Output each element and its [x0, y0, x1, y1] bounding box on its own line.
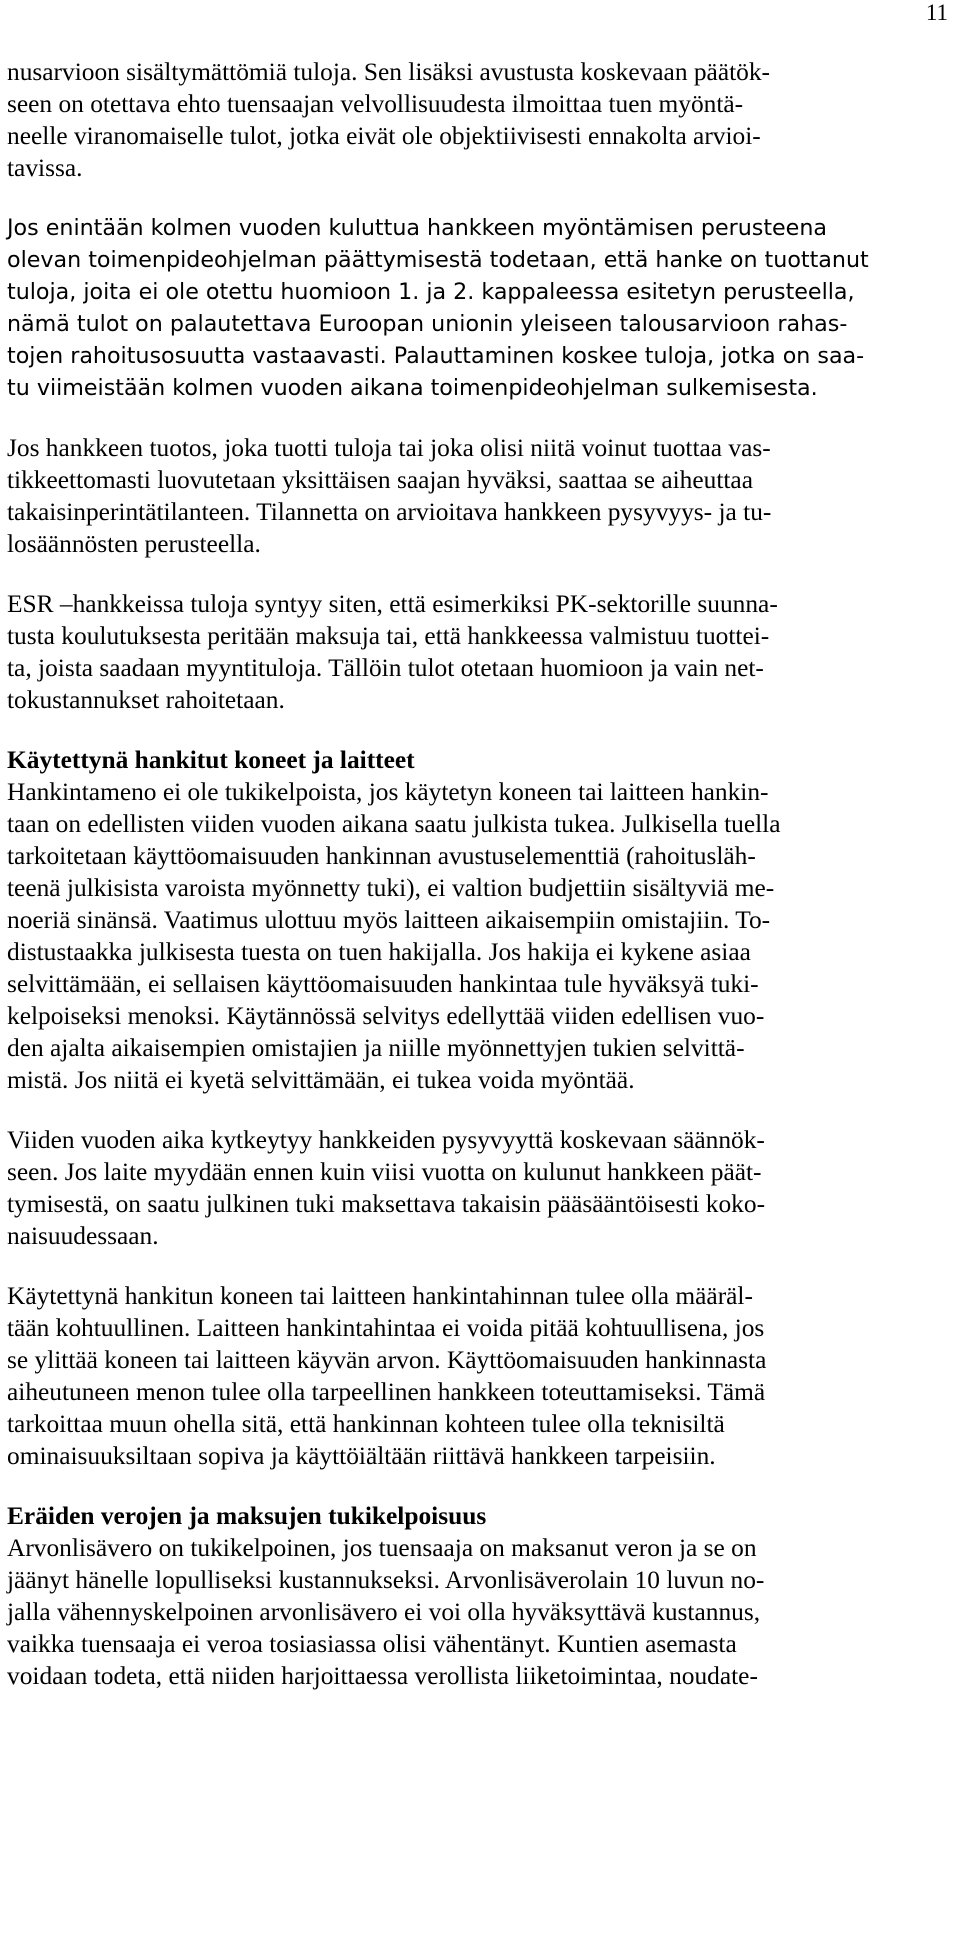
text-line: kelpoiseksi menoksi. Käytännössä selvitys edellyttää viiden edellisen vuo-: [7, 1002, 765, 1030]
text-line: tu viimeistään kolmen vuoden aikana toimenpideohjelman sulkemisesta.: [7, 375, 818, 401]
text-line: tään kohtuullinen. Laitteen hankintahintaa ei voida pitää kohtuullisena, jos: [7, 1314, 765, 1342]
text-line: mistä. Jos niitä ei kyetä selvittämään, ei tukea voida myöntää.: [7, 1066, 635, 1094]
section-taxes-fees: [7, 1500, 937, 1692]
text-line: tusta koulutuksesta peritään maksuja tai, että hankkeessa valmistuu tuottei-: [7, 622, 770, 650]
text-line: ta, joista saadaan myyntituloja. Tällöin tulot otetaan huomioon ja vain net-: [7, 654, 764, 682]
paragraph-output-transfer: [7, 432, 937, 560]
text-line: Hankintameno ei ole tukikelpoista, jos käytetyn koneen tai laitteen hankin-: [7, 778, 769, 806]
text-line: se ylittää koneen tai laitteen käyvän arvon. Käyttöomaisuuden hankinnasta: [7, 1346, 767, 1374]
text-line: jäänyt hänelle lopulliseksi kustannukseksi. Arvonlisäverolain 10 luvun no-: [7, 1566, 765, 1594]
section-heading: Eräiden verojen ja maksujen tukikelpoisuus: [7, 1502, 487, 1530]
text-line: neelle viranomaiselle tulot, jotka eivät ole objektiivisesti ennakolta arvioi-: [7, 122, 761, 150]
text-line: Arvonlisävero on tukikelpoinen, jos tuensaaja on maksanut veron ja se on: [7, 1534, 757, 1562]
text-line: distustaakka julkisesta tuesta on tuen hakijalla. Jos hakija ei kykene asiaa: [7, 938, 751, 966]
text-line: ominaisuuksiltaan sopiva ja käyttöiältään riittävä hankkeen tarpeisiin.: [7, 1442, 716, 1470]
text-line: Jos enintään kolmen vuoden kuluttua hankkeen myöntämisen perusteena: [7, 215, 827, 241]
text-line: aiheutuneen menon tulee olla tarpeellinen hankkeen toteuttamiseksi. Tämä: [7, 1378, 766, 1406]
paragraph-revenue-return: [7, 212, 937, 404]
section-used-machinery: [7, 744, 937, 1096]
text-line: nusarvioon sisältymättömiä tuloja. Sen lisäksi avustusta koskevaan päätök-: [7, 58, 770, 86]
text-line: losäännösten perusteella.: [7, 530, 261, 558]
text-line: jalla vähennyskelpoinen arvonlisävero ei voi olla hyväksyttävä kustannus,: [7, 1598, 761, 1626]
text-line: seen on otettava ehto tuensaajan velvollisuudesta ilmoittaa tuen myöntä-: [7, 90, 744, 118]
text-line: den ajalta aikaisempien omistajien ja niille myönnettyjen tukien selvittä-: [7, 1034, 745, 1062]
text-line: Käytettynä hankitun koneen tai laitteen hankintahinnan tulee olla määräl-: [7, 1282, 753, 1310]
text-line: nämä tulot on palautettava Euroopan unionin yleiseen talousarvioon rahas-: [7, 311, 848, 337]
text-line: taan on edellisten viiden vuoden aikana saatu julkista tukea. Julkisella tuella: [7, 810, 781, 838]
text-line: ESR –hankkeissa tuloja syntyy siten, että esimerkiksi PK-sektorille suunna-: [7, 590, 778, 618]
text-line: tokustannukset rahoitetaan.: [7, 686, 285, 714]
text-line: tymisestä, on saatu julkinen tuki maksettava takaisin pääsääntöisesti koko-: [7, 1190, 766, 1218]
page-number: 11: [925, 0, 948, 25]
text-line: noeriä sinänsä. Vaatimus ulottuu myös laitteen aikaisempiin omistajiin. To-: [7, 906, 771, 934]
text-line: olevan toimenpideohjelman päättymisestä todetaan, että hanke on tuottanut: [7, 247, 869, 273]
document-body: [7, 56, 937, 1692]
text-line: teenä julkisista varoista myönnetty tuki), ei valtion budjettiin sisältyviä me-: [7, 874, 775, 902]
text-line: tikkeettomasti luovutetaan yksittäisen saajan hyväksi, saattaa se aiheuttaa: [7, 466, 753, 494]
text-line: tarkoittaa muun ohella sitä, että hankinnan kohteen tulee olla teknisiltä: [7, 1410, 725, 1438]
text-line: tuloja, joita ei ole otettu huomioon 1. ja 2. kappaleessa esitetyn perusteella,: [7, 279, 855, 305]
text-line: Viiden vuoden aika kytkeytyy hankkeiden pysyvyyttä koskevaan säännök-: [7, 1126, 765, 1154]
paragraph-intro-continuation: [7, 56, 937, 184]
text-line: tojen rahoitusosuutta vastaavasti. Palauttaminen koskee tuloja, jotka on saa-: [7, 343, 865, 369]
text-line: takaisinperintätilanteen. Tilannetta on arvioitava hankkeen pysyvyys- ja tu-: [7, 498, 772, 526]
text-line: selvittämään, ei sellaisen käyttöomaisuuden hankintaa tule hyväksyä tuki-: [7, 970, 759, 998]
text-line: vaikka tuensaaja ei veroa tosiasiassa olisi vähentänyt. Kuntien asemasta: [7, 1630, 737, 1658]
paragraph-esr-projects: [7, 588, 937, 716]
text-line: seen. Jos laite myydään ennen kuin viisi vuotta on kulunut hankkeen päät-: [7, 1158, 762, 1186]
paragraph-reasonable-price: [7, 1280, 937, 1472]
text-line: tavissa.: [7, 154, 83, 182]
text-line: voidaan todeta, että niiden harjoittaessa verollista liiketoimintaa, noudate-: [7, 1662, 758, 1690]
text-line: Jos hankkeen tuotos, joka tuotti tuloja tai joka olisi niitä voinut tuottaa vas-: [7, 434, 771, 462]
paragraph-five-year-rule: [7, 1124, 937, 1252]
text-line: naisuudessaan.: [7, 1222, 159, 1250]
text-line: tarkoitetaan käyttöomaisuuden hankinnan avustuselementtiä (rahoitusläh-: [7, 842, 756, 870]
section-heading: Käytettynä hankitut koneet ja laitteet: [7, 746, 415, 774]
